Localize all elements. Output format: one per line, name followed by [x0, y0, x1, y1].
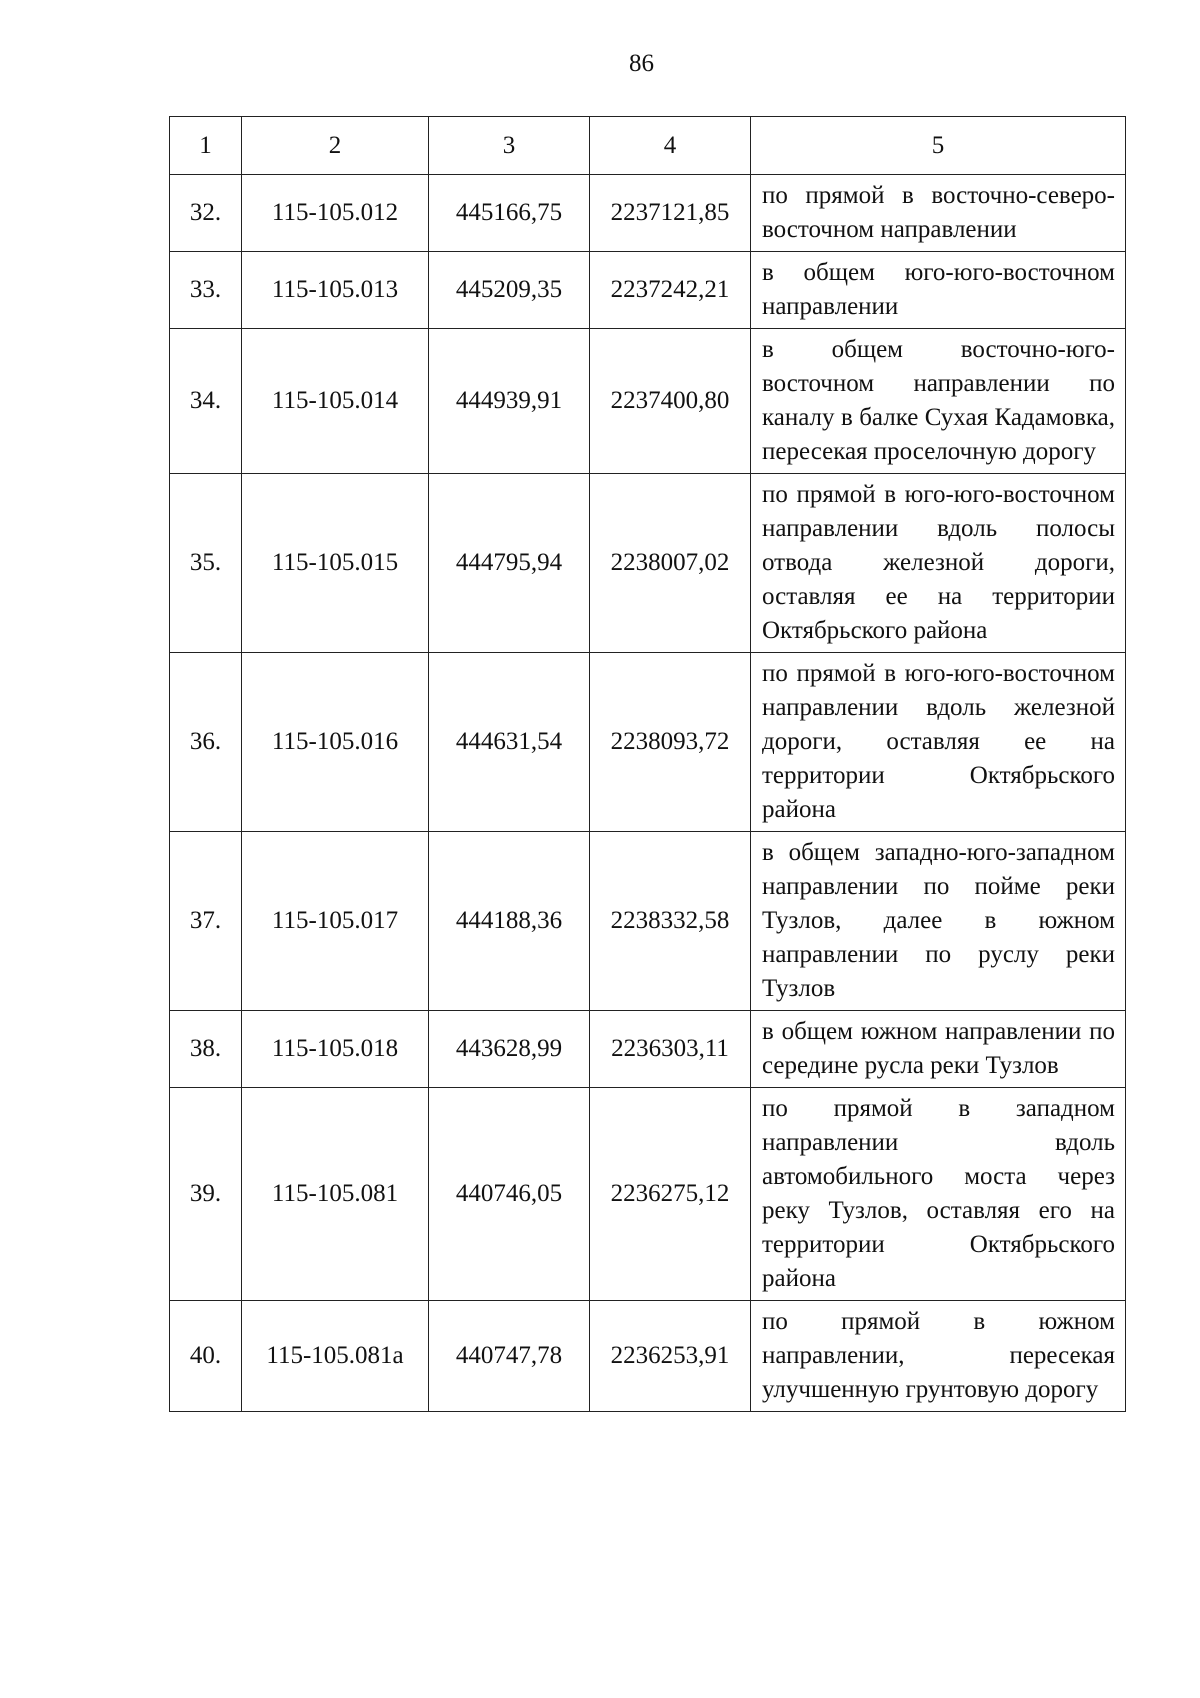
row-number-cell: 34. [170, 329, 242, 474]
coordinate-x-cell: 444939,91 [429, 329, 590, 474]
point-code-cell: 115-105.081 [242, 1088, 429, 1301]
point-code-cell: 115-105.081а [242, 1301, 429, 1412]
description-cell: в общем юго-юго-восточном направлении [751, 252, 1126, 329]
coordinate-x-cell: 445166,75 [429, 175, 590, 252]
table-row [170, 832, 1126, 1011]
coordinate-y-cell: 2237121,85 [590, 175, 751, 252]
row-number-cell: 35. [170, 474, 242, 653]
header-cell-4: 4 [590, 117, 751, 175]
page-number: 86 [629, 50, 654, 77]
row-number-cell: 36. [170, 653, 242, 832]
header-cell-3: 3 [429, 117, 590, 175]
description-cell: в общем восточно-юго-восточном направлении по каналу в балке Сухая Кадамовка, пересекая проселочную дорогу [751, 329, 1126, 474]
header-cell-1: 1 [170, 117, 242, 175]
header-cell-2: 2 [242, 117, 429, 175]
row-number-cell: 39. [170, 1088, 242, 1301]
point-code-cell: 115-105.015 [242, 474, 429, 653]
coordinate-x-cell: 444795,94 [429, 474, 590, 653]
coordinate-y-cell: 2236303,11 [590, 1011, 751, 1088]
coordinate-y-cell: 2238093,72 [590, 653, 751, 832]
coordinate-x-cell: 443628,99 [429, 1011, 590, 1088]
row-number-cell: 40. [170, 1301, 242, 1412]
row-number-cell: 32. [170, 175, 242, 252]
table-body [170, 117, 1126, 1412]
coordinate-x-cell: 444188,36 [429, 832, 590, 1011]
table-row [170, 474, 1126, 653]
row-number-cell: 33. [170, 252, 242, 329]
description-cell: по прямой в юго-юго-восточном направлении вдоль железной дороги, оставляя ее на территории Октябрьского района [751, 653, 1126, 832]
coordinate-y-cell: 2237400,80 [590, 329, 751, 474]
description-cell: по прямой в южном направлении, пересекая улучшенную грунтовую дорогу [751, 1301, 1126, 1412]
coordinate-y-cell: 2238007,02 [590, 474, 751, 653]
table-header-row [170, 117, 1126, 175]
point-code-cell: 115-105.016 [242, 653, 429, 832]
coordinate-x-cell: 440747,78 [429, 1301, 590, 1412]
header-cell-5: 5 [751, 117, 1126, 175]
point-code-cell: 115-105.013 [242, 252, 429, 329]
coordinate-x-cell: 445209,35 [429, 252, 590, 329]
description-cell: по прямой в западном направлении вдоль автомобильного моста через реку Тузлов, оставляя его на территории Октябрьского района [751, 1088, 1126, 1301]
coordinate-y-cell: 2238332,58 [590, 832, 751, 1011]
row-number-cell: 38. [170, 1011, 242, 1088]
coordinate-x-cell: 444631,54 [429, 653, 590, 832]
table-row [170, 252, 1126, 329]
coordinates-table [169, 116, 1126, 1412]
point-code-cell: 115-105.017 [242, 832, 429, 1011]
point-code-cell: 115-105.012 [242, 175, 429, 252]
description-cell: по прямой в восточно-северо-восточном направлении [751, 175, 1126, 252]
coordinate-y-cell: 2236253,91 [590, 1301, 751, 1412]
table-row [170, 1301, 1126, 1412]
coordinate-y-cell: 2236275,12 [590, 1088, 751, 1301]
point-code-cell: 115-105.014 [242, 329, 429, 474]
table-row [170, 175, 1126, 252]
description-cell: по прямой в юго-юго-восточном направлении вдоль полосы отвода железной дороги, оставляя ее на территории Октябрьского района [751, 474, 1126, 653]
point-code-cell: 115-105.018 [242, 1011, 429, 1088]
description-cell: в общем южном направлении по середине русла реки Тузлов [751, 1011, 1126, 1088]
table-row [170, 329, 1126, 474]
table-row [170, 1088, 1126, 1301]
coordinate-y-cell: 2237242,21 [590, 252, 751, 329]
table-row [170, 653, 1126, 832]
table-row [170, 1011, 1126, 1088]
coordinate-x-cell: 440746,05 [429, 1088, 590, 1301]
description-cell: в общем западно-юго-западном направлении по пойме реки Тузлов, далее в южном направлении по руслу реки Тузлов [751, 832, 1126, 1011]
row-number-cell: 37. [170, 832, 242, 1011]
